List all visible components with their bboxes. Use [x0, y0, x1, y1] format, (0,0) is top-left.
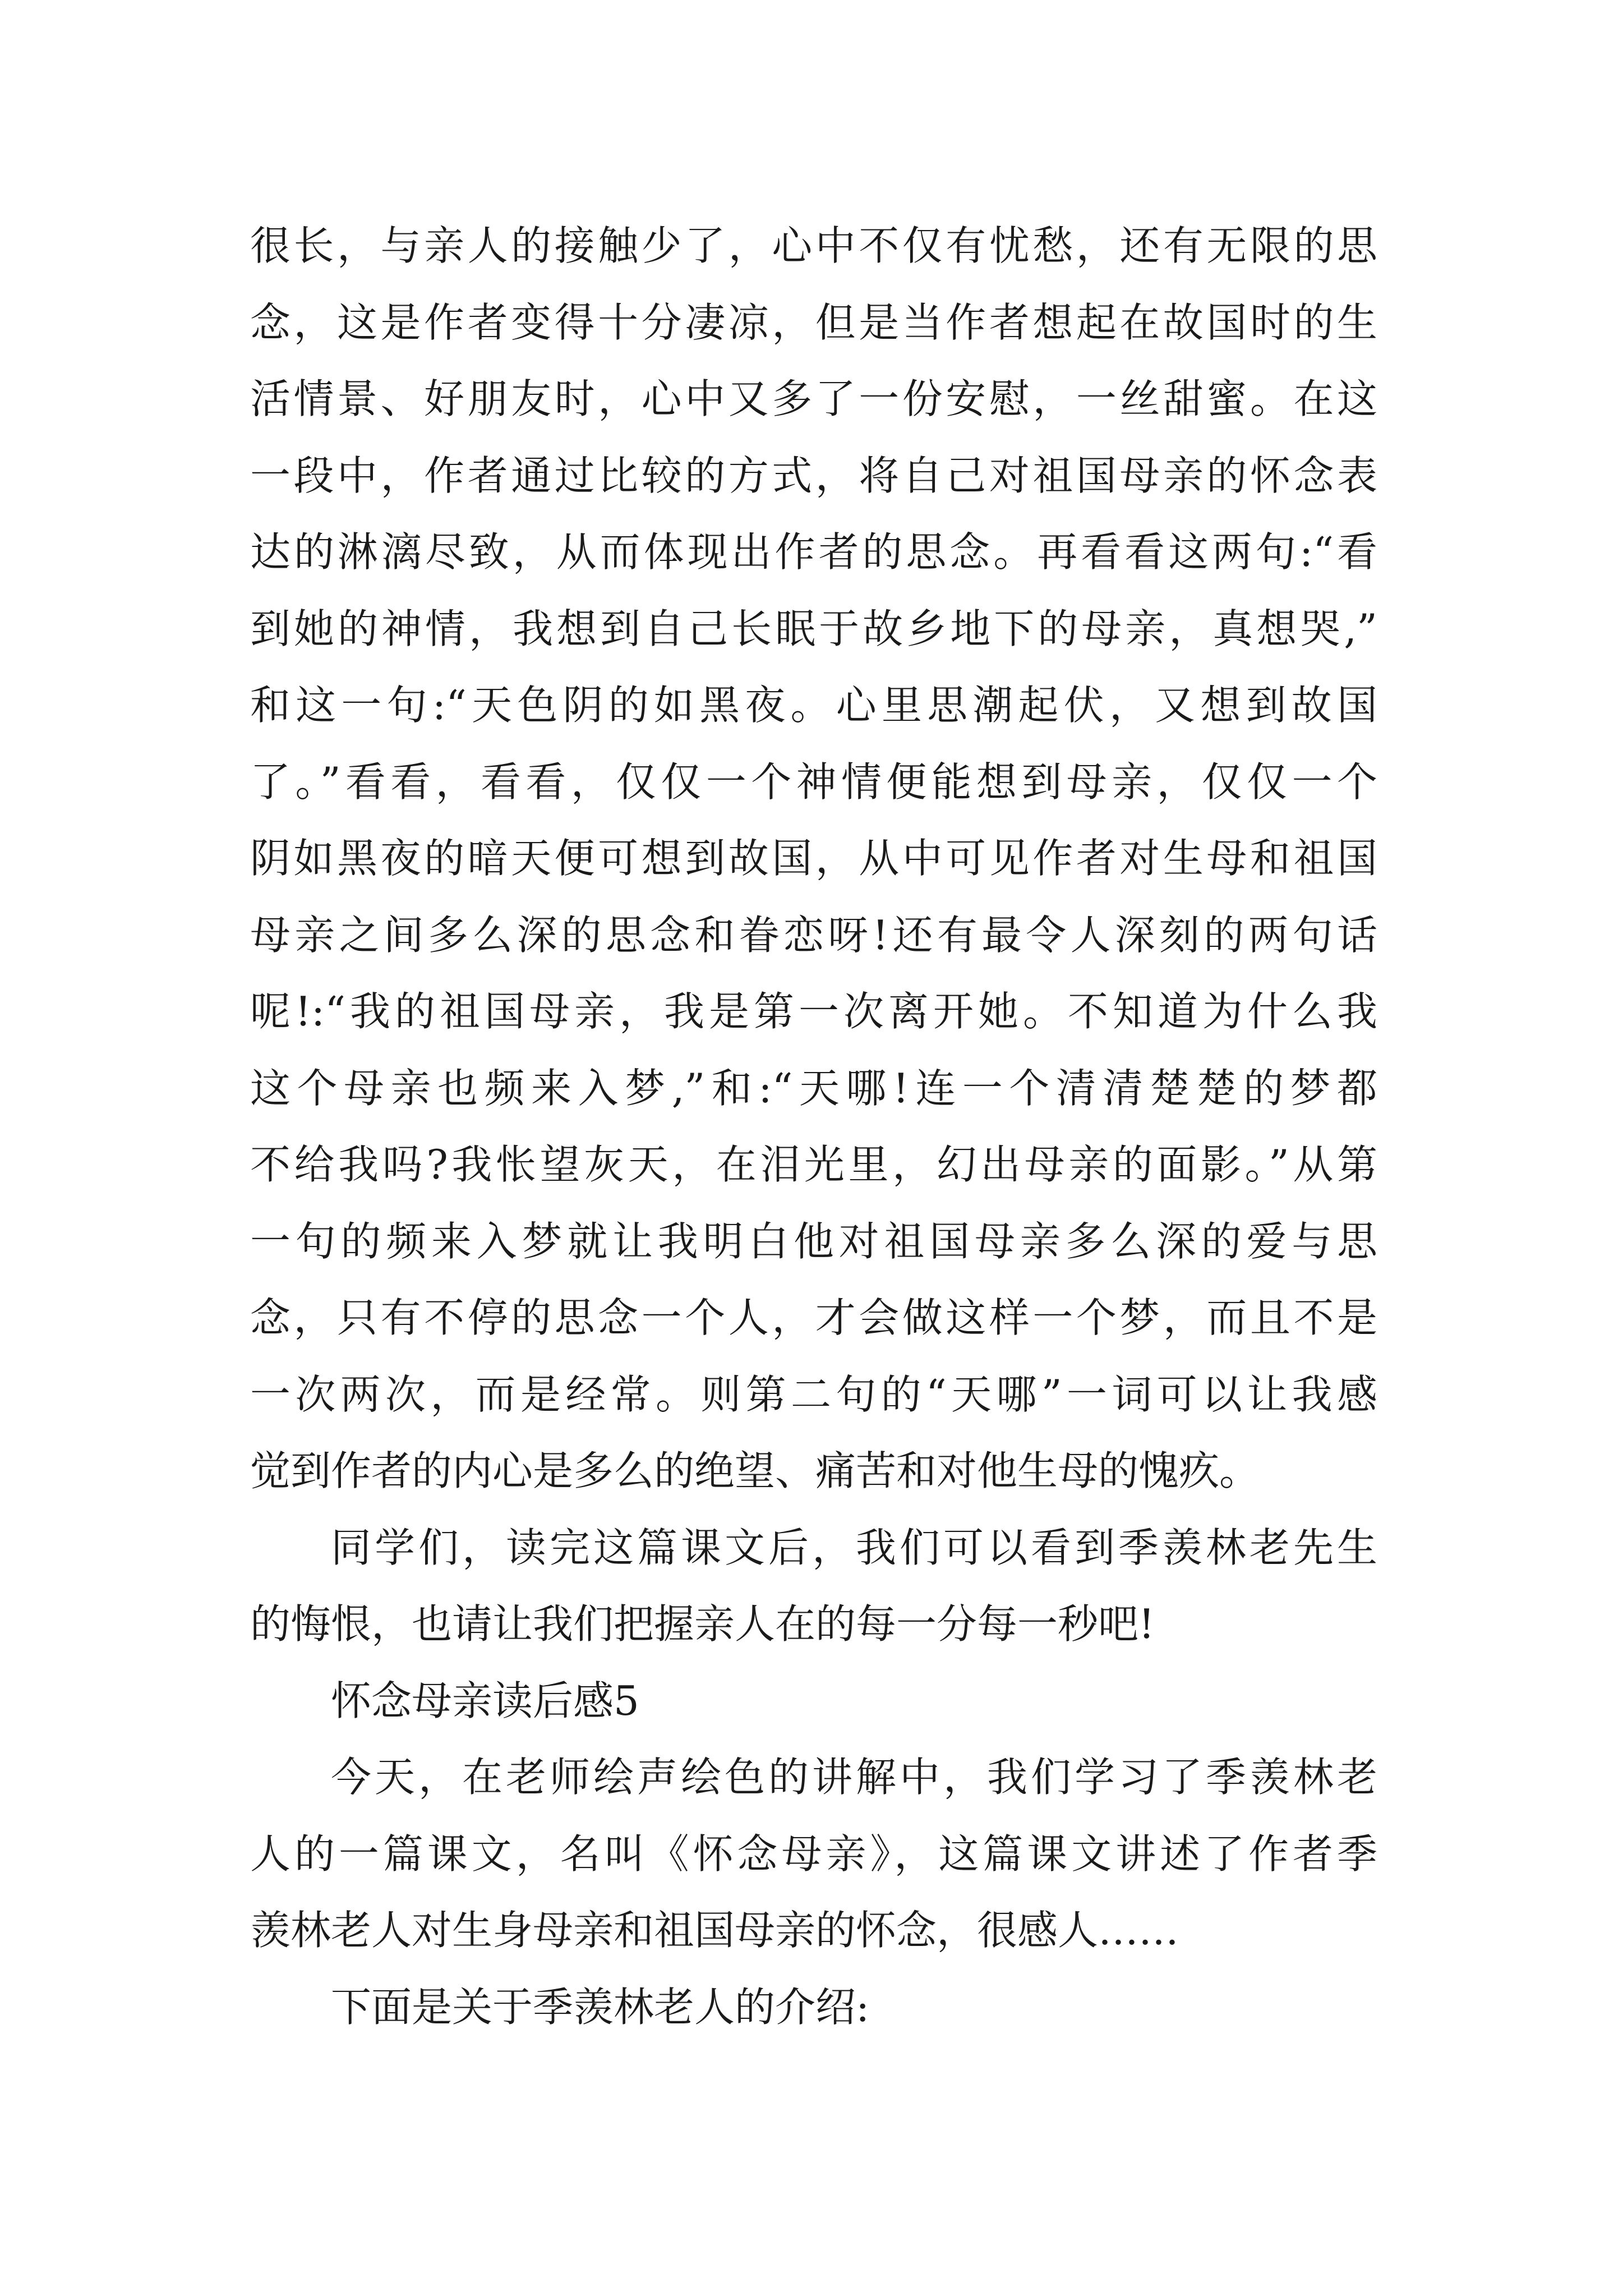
text-line: 活情景、好朋友时，心中又多了一份安慰，一丝甜蜜。在这	[250, 375, 1377, 422]
text-line: 同学们，读完这篇课文后，我们可以看到季羡林老先生	[331, 1524, 1377, 1571]
text-line: 母亲之间多么深的思念和眷恋呀!还有最令人深刻的两句话	[250, 911, 1377, 959]
text-line: 的悔恨，也请让我们把握亲人在的每一分每一秒吧!	[250, 1600, 1155, 1648]
text-line: 今天，在老师绘声绘色的讲解中，我们学习了季羡林老	[331, 1754, 1377, 1801]
text-line: 念，这是作者变得十分凄凉，但是当作者想起在故国时的生	[250, 298, 1377, 346]
text-line: 下面是关于季羡林老人的介绍:	[331, 1983, 870, 2031]
text-line: 和这一句:“天色阴的如黑夜。心里思潮起伏，又想到故国	[250, 682, 1377, 729]
text-line: 了。”看看，看看，仅仅一个神情便能想到母亲，仅仅一个	[250, 758, 1377, 806]
text-line: 很长，与亲人的接触少了，心中不仅有忧愁，还有无限的思	[250, 222, 1377, 269]
document-body	[250, 208, 1377, 2045]
text-line: 人的一篇课文，名叫《怀念母亲》，这篇课文讲述了作者季	[250, 1830, 1377, 1878]
text-line: 这个母亲也频来入梦,”和:“天哪!连一个清清楚楚的梦都	[250, 1064, 1377, 1112]
text-line: 觉到作者的内心是多么的绝望、痛苦和对他生母的愧疚。	[250, 1447, 1260, 1494]
text-line: 怀念母亲读后感5	[331, 1677, 639, 1724]
text-line: 不给我吗?我怅望灰天，在泪光里，幻出母亲的面影。”从第	[250, 1141, 1377, 1188]
text-line: 念，只有不停的思念一个人，才会做这样一个梦，而且不是	[250, 1294, 1377, 1341]
text-line: 一段中，作者通过比较的方式，将自己对祖国母亲的怀念表	[250, 452, 1377, 499]
text-line: 一次两次，而是经常。则第二句的“天哪”一词可以让我感	[250, 1370, 1377, 1418]
text-line: 阴如黑夜的暗天便可想到故国，从中可见作者对生母和祖国	[250, 835, 1377, 882]
text-line: 羡林老人对生身母亲和祖国母亲的怀念，很感人……	[250, 1907, 1179, 1954]
text-line: 一句的频来入梦就让我明白他对祖国母亲多么深的爱与思	[250, 1217, 1377, 1265]
text-line: 到她的神情，我想到自己长眠于故乡地下的母亲，真想哭,”	[250, 605, 1377, 652]
text-line: 达的淋漓尽致，从而体现出作者的思念。再看看这两句:“看	[250, 528, 1377, 576]
text-line: 呢!:“我的祖国母亲，我是第一次离开她。不知道为什么我	[250, 988, 1377, 1035]
